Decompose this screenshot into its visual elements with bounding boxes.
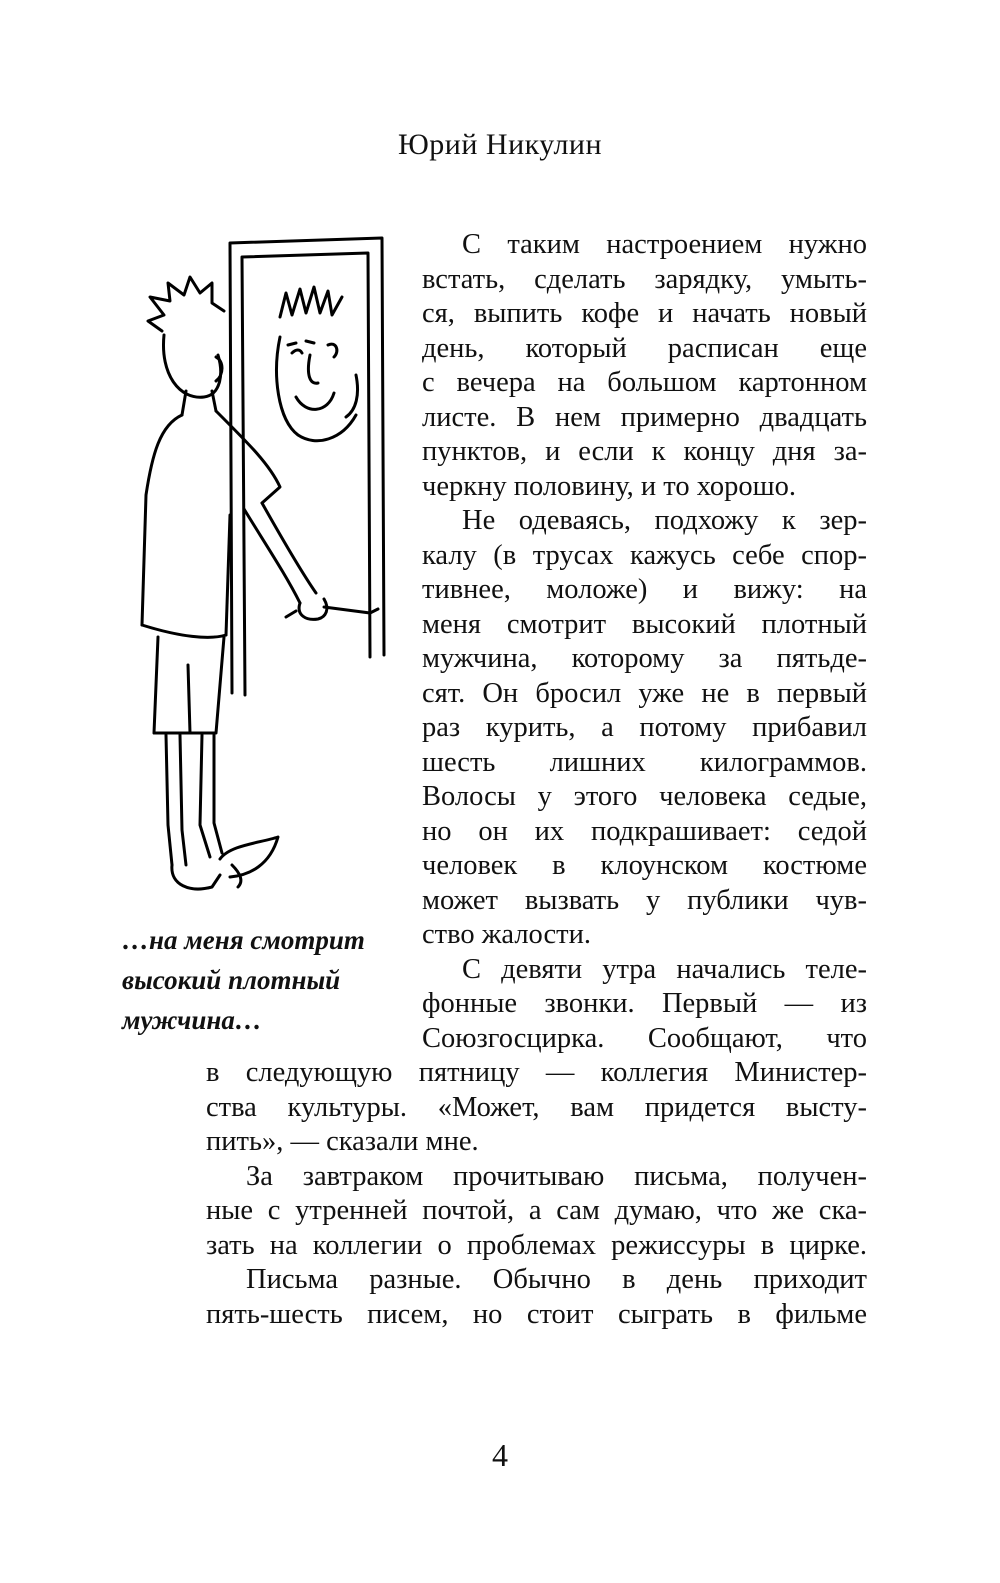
body-line: раз курить, а потому прибавил bbox=[422, 712, 867, 743]
body-line: может вызвать у публики чув- bbox=[422, 885, 867, 916]
body-line: листе. В нем примерно двадцать bbox=[422, 402, 867, 433]
body-line: С девяти утра начались теле- bbox=[462, 954, 867, 985]
body-line: пить», — сказали мне. bbox=[206, 1126, 479, 1157]
body-line: в следующую пятницу — коллегия Министер- bbox=[206, 1057, 867, 1088]
body-line: человек в клоунском костюме bbox=[422, 850, 867, 881]
body-line: черкну половину, и то хорошо. bbox=[422, 471, 796, 502]
body-line: пунктов, и если к концу дня за- bbox=[422, 436, 867, 467]
body-line: Союзгосцирка. Сообщают, что bbox=[422, 1023, 867, 1054]
illustration-caption bbox=[122, 920, 402, 1040]
body-line: день, который расписан еще bbox=[422, 333, 867, 364]
body-line: встать, сделать зарядку, умыть- bbox=[422, 264, 867, 295]
body-line: За завтраком прочитываю письма, получен- bbox=[246, 1161, 867, 1192]
body-line: пять-шесть писем, но стоит сыграть в фильме bbox=[206, 1299, 867, 1330]
body-line: ся, выпить кофе и начать новый bbox=[422, 298, 867, 329]
body-line: ства культуры. «Может, вам придется высту- bbox=[206, 1092, 867, 1123]
body-line: тивнее, моложе) и вижу: на bbox=[422, 574, 867, 605]
body-line: сят. Он бросил уже не в первый bbox=[422, 678, 867, 709]
body-line: Не одеваясь, подхожу к зер- bbox=[462, 505, 867, 536]
body-line: шесть лишних килограммов. bbox=[422, 747, 867, 778]
body-line: Волосы у этого человека седые, bbox=[422, 781, 867, 812]
body-line: калу (в трусах кажусь себе спор- bbox=[422, 540, 867, 571]
body-line: Письма разные. Обычно в день приходит bbox=[246, 1264, 867, 1295]
body-line: мужчина, которому за пятьде- bbox=[422, 643, 867, 674]
page-number: 4 bbox=[492, 1437, 508, 1473]
body-line: ство жалости. bbox=[422, 919, 591, 950]
body-line: меня смотрит высокий плотный bbox=[422, 609, 867, 640]
body-line: фонные звонки. Первый — из bbox=[422, 988, 867, 1019]
caption-line: высокий плотный bbox=[122, 965, 341, 995]
body-line: ные с утренней почтой, а сам думаю, что же ска- bbox=[206, 1195, 867, 1226]
body-line: С таким настроением нужно bbox=[462, 229, 867, 260]
running-header-author: Юрий Никулин bbox=[397, 128, 603, 161]
body-line: с вечера на большом картонном bbox=[422, 367, 867, 398]
body-line: зать на коллегии о проблемах режиссуры в цирке. bbox=[206, 1230, 867, 1261]
caption-line: …на меня смотрит bbox=[122, 925, 365, 955]
man-shaving-at-mirror-drawing-icon bbox=[120, 225, 400, 925]
body-line: но он их подкрашивает: седой bbox=[422, 816, 867, 847]
caption-line: мужчина… bbox=[122, 1005, 262, 1035]
